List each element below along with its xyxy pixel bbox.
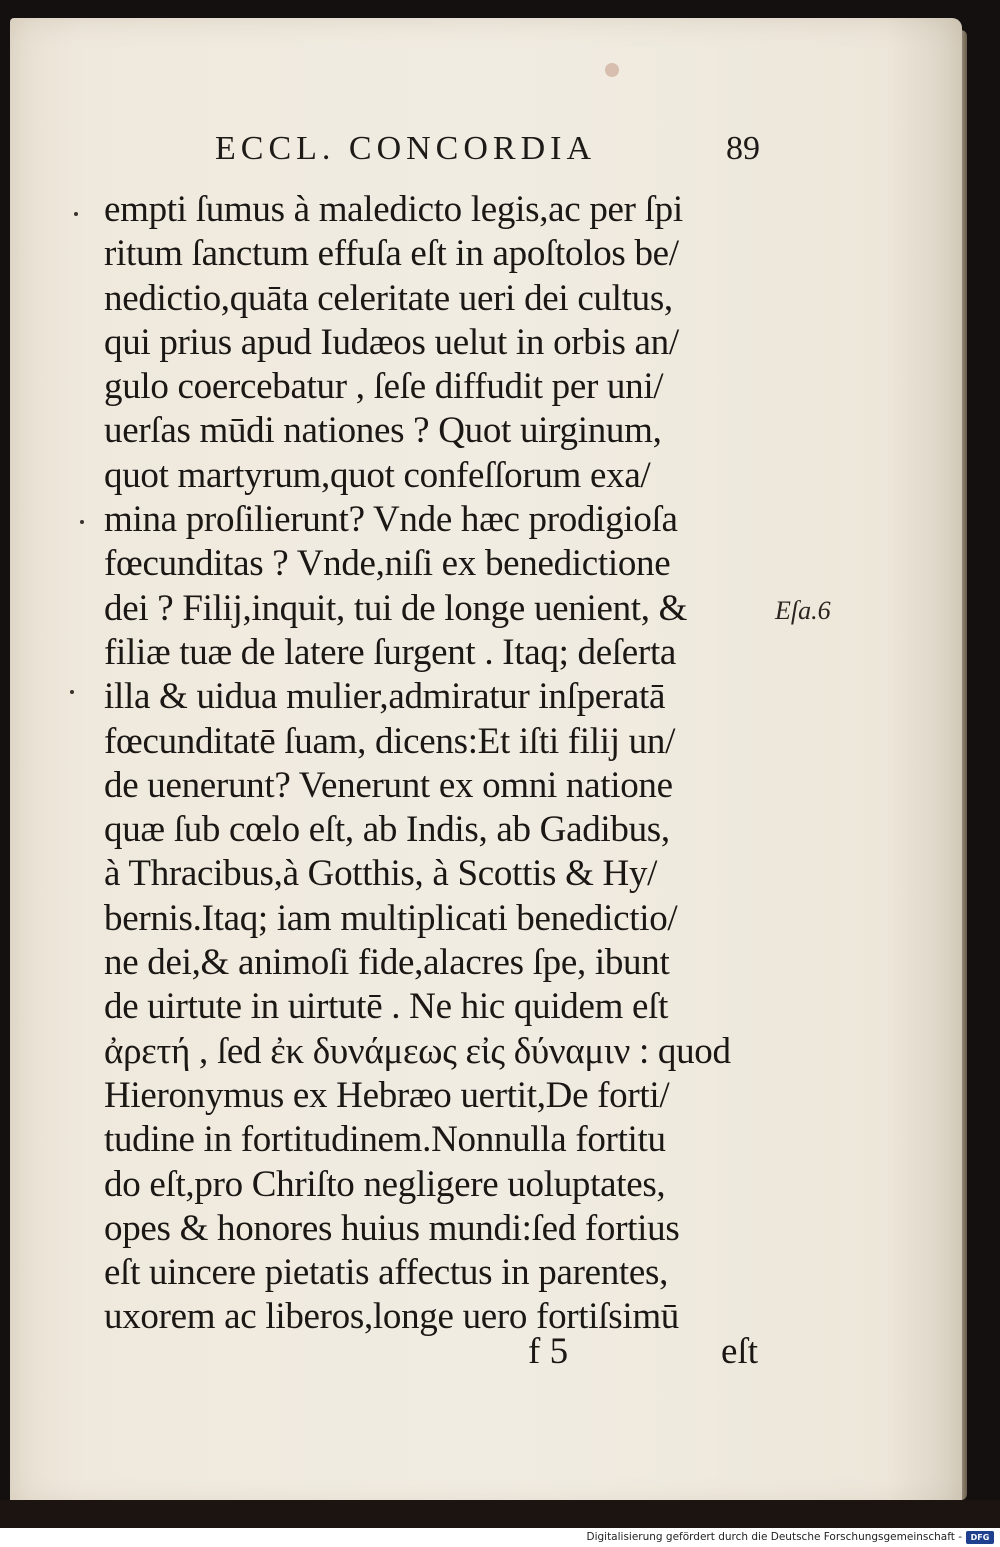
running-header [215, 130, 760, 170]
text-line: bernis.Itaq; iam multiplicati benedictio/ [104, 897, 678, 939]
text-line: tudine in fortitudinem.Nonnulla fortitu [104, 1119, 666, 1161]
text-line: do eſt,pro Chriſto negligere uoluptates, [104, 1163, 666, 1205]
margin-dot [74, 212, 78, 216]
scan-bottom-border [0, 1500, 1000, 1528]
text-line: nedictio,quāta celeritate ueri dei cultus, [104, 277, 673, 319]
text-line: quæ ſub cœlo eſt, ab Indis, ab Gadibus, [104, 809, 670, 851]
body-text [104, 188, 764, 1340]
catchword: eſt [721, 1331, 758, 1372]
text-line: mina proſilierunt? Vnde hæc prodigioſa [104, 499, 678, 541]
text-line: de uirtute in uirtutē . Ne hic quidem eſt [104, 986, 669, 1028]
credit-bar [0, 1528, 1000, 1547]
text-line: qui prius apud Iudæos uelut in orbis an/ [104, 321, 679, 363]
text-line: dei ? Filij,inquit, tui de longe uenient, & [104, 587, 688, 629]
marginal-note: Eſa.6 [775, 596, 831, 625]
text-line: gulo coercebatur , ſeſe diffudit per uni/ [104, 366, 664, 408]
text-line: opes & honores huius mundi:ſed fortius [104, 1207, 680, 1249]
page-number: 89 [726, 130, 760, 167]
text-line: empti ſumus à maledicto legis,ac per ſpi [104, 189, 683, 230]
text-line: quot martyrum,quot confeſſorum exa/ [104, 454, 651, 496]
signature-line [528, 1330, 758, 1374]
text-line: eſt uincere pietatis affectus in parentes, [104, 1252, 669, 1294]
credit-text: Digitalisierung gefördert durch die Deutsche Forschungsgemeinschaft - [586, 1531, 962, 1543]
margin-dot [80, 520, 84, 524]
running-title: ECCL. CONCORDIA [215, 130, 597, 167]
text-line: filiæ tuæ de latere ſurgent . Itaq; deſerta [104, 631, 677, 673]
text-line: fœcunditas ? Vnde,niſi ex benedictione [104, 543, 671, 585]
text-line: de uenerunt? Venerunt ex omni natione [104, 764, 673, 806]
paper-stain [605, 63, 619, 77]
text-line: ritum ſanctum effuſa eſt in apoſtolos be/ [104, 233, 679, 275]
text-line: Hieronymus ex Hebræo uertit,De forti/ [104, 1074, 670, 1116]
text-line: à Thracibus,à Gotthis, à Scottis & Hy/ [104, 853, 658, 895]
text-line: ἀρετή , ſed ἐκ δυνάμεως εἰς δύναμιν : quod [104, 1030, 731, 1072]
margin-dot [70, 690, 74, 694]
text-line: ne dei,& animoſi fide,alacres ſpe, ibunt [104, 942, 670, 984]
text-line: uerſas mūdi nationes ? Quot uirginum, [104, 410, 662, 452]
text-line: illa & uidua mulier,admiratur inſperatā [104, 676, 666, 718]
text-line: fœcunditatē ſuam, dicens:Et iſti filij un/ [104, 720, 676, 762]
signature-mark: f 5 [528, 1331, 569, 1372]
text-line: uxorem ac liberos,longe uero fortiſsimū [104, 1296, 680, 1338]
dfg-logo: DFG [966, 1531, 994, 1544]
